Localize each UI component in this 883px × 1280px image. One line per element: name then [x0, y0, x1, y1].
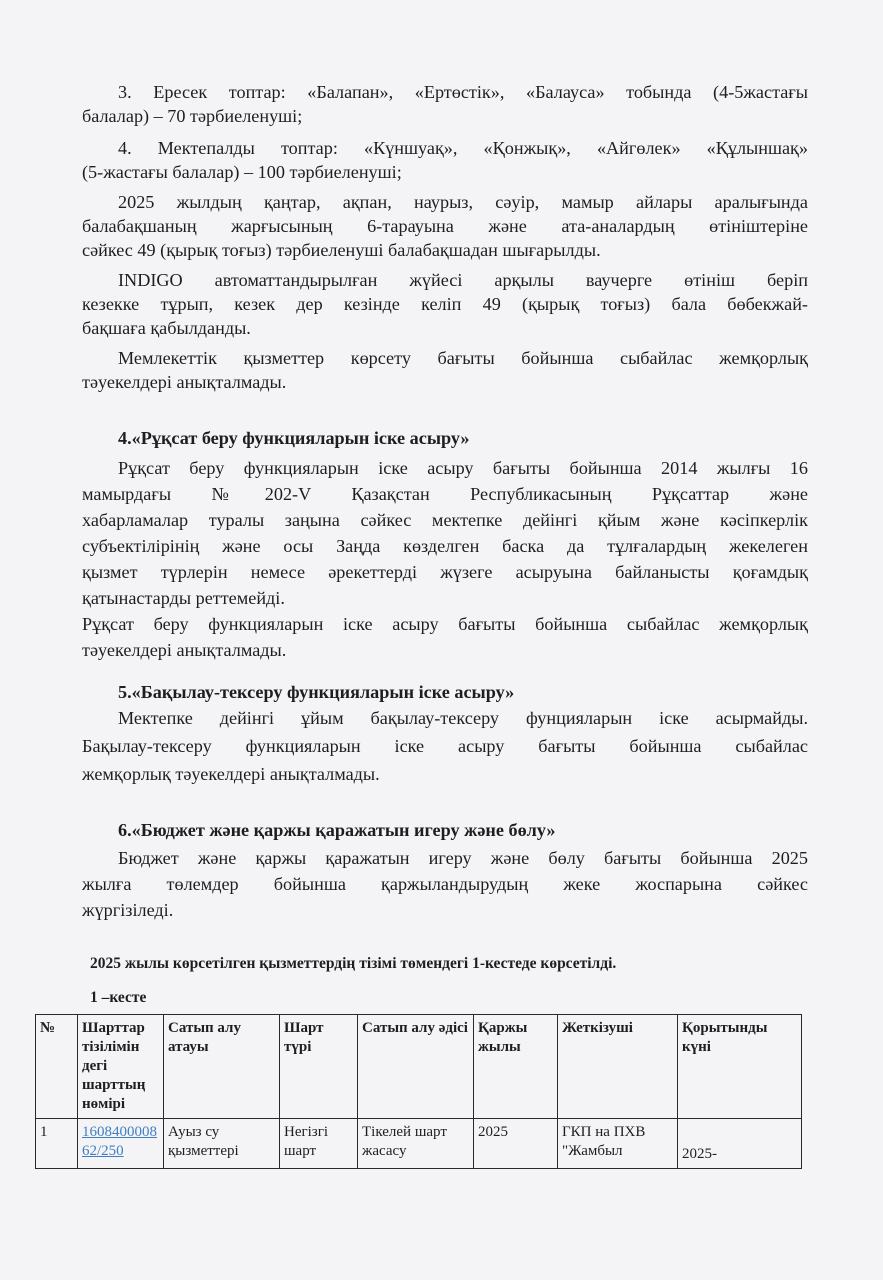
table-cell: Тікелей шарт жасасу [358, 1119, 474, 1169]
services-table [35, 1014, 802, 1169]
table-header-row [36, 1015, 802, 1119]
paragraph-line: жүргізіледі. [82, 900, 174, 920]
paragraph-line: хабарламалар туралы заңына сәйкес мектепке дейінгі қйым және кәсіпкерлік [82, 510, 808, 530]
contract-number-link[interactable] [78, 1119, 164, 1169]
table-cell: Ауыз су қызметтері [164, 1119, 280, 1169]
table-header-cell: Қорытынды күні [678, 1015, 802, 1119]
paragraph-line: (5-жастағы балалар) – 100 тәрбиеленуші; [82, 162, 402, 182]
table-header-cell: Жеткізуші [558, 1015, 678, 1119]
paragraph-line: балабақшаның жарғысының 6-тарауына және ата-аналардың өтініштеріне [82, 216, 808, 236]
paragraph-line: Мектепке дейінгі ұйым бақылау-тексеру фунцияларын іске асырмайды. [118, 708, 808, 728]
paragraph-line: жылға төлемдер бойынша қаржыландырудың жеке жоспарына сәйкес [82, 874, 808, 894]
table-header-cell: № [36, 1015, 78, 1119]
table-header-cell: Шарт түрі [280, 1015, 358, 1119]
paragraph-line: субъектілірінің және осы Заңда көзделген баска да тұлғалардың жекелеген [82, 536, 808, 556]
table-header-cell: Сатып алу атауы [164, 1015, 280, 1119]
section-heading: 4.«Рұқсат беру функцияларын іске асыру» [118, 428, 470, 448]
paragraph-line: Рұқсат беру функцияларын іске асыру бағыты бойынша сыбайлас жемқорлық [82, 614, 808, 634]
paragraph-line: қатынастарды реттемейді. [82, 588, 285, 608]
table-header-cell: Сатып алу әдісі [358, 1015, 474, 1119]
paragraph-line: 3. Ересек топтар: «Балапан», «Ертөстік», «Балауса» тобында (4-5жастағы [118, 82, 808, 102]
table-cell: 1 [36, 1119, 78, 1169]
paragraph-line: тәуекелдері анықталмады. [82, 640, 287, 660]
paragraph-line: 4. Мектепалды топтар: «Күншуақ», «Қонжық», «Айгөлек» «Құлыншақ» [118, 138, 808, 158]
paragraph-line: Мемлекеттік қызметтер көрсету бағыты бойынша сыбайлас жемқорлық [118, 348, 808, 368]
paragraph-line: Рұқсат беру функцияларын іске асыру бағыты бойынша 2014 жылғы 16 [118, 458, 808, 478]
paragraph-line: Бақылау-тексеру функцияларын іске асыру бағыты бойынша сыбайлас [82, 736, 808, 756]
contract-link-text[interactable]: 160840000862/250 [82, 1124, 157, 1159]
paragraph-line: мамырдағы №202-V Қазақстан Республикасының Рұқсаттар және [82, 484, 808, 504]
table-caption: 1 –кесте [90, 989, 147, 1006]
list-caption: 2025 жылы көрсетілген қызметтердің тізімі төмендегі 1-кестеде көрсетілді. [90, 955, 617, 972]
paragraph-line: тәуекелдері анықталмады. [82, 372, 287, 392]
paragraph-line: 2025 жылдың қаңтар, ақпан, наурыз, сәуір, мамыр айлары аралығында [118, 192, 808, 212]
table-cell: ГКП на ПХВ "Жамбыл [558, 1119, 678, 1169]
table-cell: 2025 [474, 1119, 558, 1169]
table-cell: 2025- [678, 1119, 802, 1169]
paragraph-line: қызмет түрлерін немесе әрекеттерді жүзеге асыруына байланысты қоғамдық [82, 562, 808, 582]
paragraph-line: кезекке тұрып, кезек дер кезінде келіп 49 (қырық тоғыз) бала бөбекжай- [82, 294, 808, 314]
paragraph-line: сәйкес 49 (қырық тоғыз) тәрбиеленуші балабақшадан шығарылды. [82, 240, 601, 260]
paragraph-line: Бюджет және қаржы қаражатын игеру және бөлу бағыты бойынша 2025 [118, 848, 808, 868]
table-header-cell: Шарттар тізілімін дегі шарттың нөмірі [78, 1015, 164, 1119]
section-heading: 6.«Бюджет және қаржы қаражатын игеру және бөлу» [118, 820, 556, 840]
table-row [36, 1119, 802, 1169]
table-cell: Негізгі шарт [280, 1119, 358, 1169]
paragraph-line: балалар) – 70 тәрбиеленуші; [82, 106, 303, 126]
table-header-cell: Қаржы жылы [474, 1015, 558, 1119]
section-heading: 5.«Бақылау-тексеру функцияларын іске асыру» [118, 682, 515, 702]
paragraph-line: жемқорлық тәуекелдері анықталмады. [82, 764, 380, 784]
paragraph-line: INDIGO автоматтандырылған жүйесі арқылы ваучерге өтініш беріп [118, 270, 808, 290]
paragraph-line: бақшаға қабылданды. [82, 318, 251, 338]
